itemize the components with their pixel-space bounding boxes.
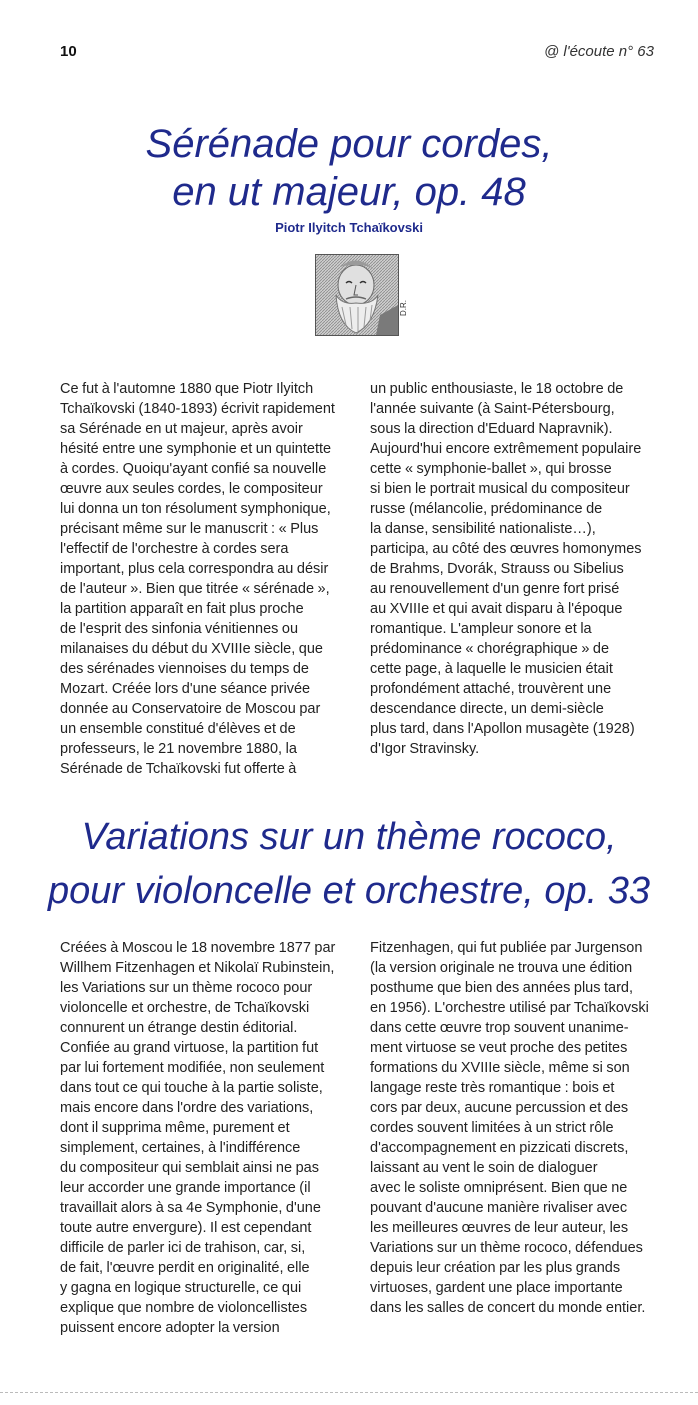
text-line: Aujourd'hui encore extrêmement populaire — [370, 441, 642, 457]
text-line: dont il supprima même, purement et — [60, 1120, 290, 1136]
text-line: donnée au Conservatoire de Moscou par — [60, 701, 321, 717]
text-line: avec le soliste omniprésent. Bien que ne — [370, 1180, 628, 1196]
text-line: en 1956). L'orchestre utilisé par Tchaïkovski — [370, 1000, 649, 1016]
text-line: la partition apparaît en fait plus proche — [60, 601, 304, 617]
text-line: sa Sérénade en ut majeur, après avoir — [60, 421, 303, 437]
text-line: ment virtuose se veut proche des petites — [370, 1040, 628, 1056]
text-line: les meilleures œuvres de leur auteur, les — [370, 1220, 629, 1236]
text-line: au XVIIIe et qui avait disparu à l'époque — [370, 601, 623, 617]
text-line: violoncelle et orchestre, de Tchaïkovski — [60, 1000, 310, 1016]
text-line: participa, au côté des œuvres homonymes — [370, 541, 642, 557]
section2-column-left — [60, 938, 350, 1338]
text-line: cette page, à laquelle le musicien était — [370, 661, 613, 677]
text-line: dans tout ce qui touche à la partie soliste, — [60, 1080, 323, 1096]
section1-column-left — [60, 379, 350, 779]
text-line: romantique. L'ampleur sonore et la — [370, 621, 592, 637]
text-line: Créées à Moscou le 18 novembre 1877 par — [60, 940, 336, 956]
text-line: mais encore dans l'ordre des variations, — [60, 1100, 314, 1116]
text-line: de Brahms, Dvorák, Strauss ou Sibelius — [370, 561, 624, 577]
text-line: pouvant d'aucune manière rivaliser avec — [370, 1200, 628, 1216]
section1-title-line2: en ut majeur, op. 48 — [172, 170, 526, 214]
photo-credit: D.R. — [399, 300, 408, 316]
text-line: puissent encore adopter la version — [60, 1320, 280, 1336]
text-line: russe (mélancolie, prédominance de — [370, 501, 603, 517]
section2-title — [0, 810, 698, 918]
text-line: Willhem Fitzenhagen et Nikolaï Rubinstein, — [60, 960, 335, 976]
section2-column-right — [370, 938, 660, 1318]
section1-title — [0, 120, 698, 216]
text-line: de fait, l'œuvre perdit en originalité, elle — [60, 1260, 310, 1276]
text-line: un public enthousiaste, le 18 octobre de — [370, 381, 624, 397]
text-line: un ensemble constitué d'élèves et de — [60, 721, 296, 737]
text-line: Variations sur un thème rococo, défendues — [370, 1240, 643, 1256]
text-line: de l'esprit des sinfonia vénitiennes ou — [60, 621, 299, 637]
text-line: difficile de parler ici de trahison, car, si, — [60, 1240, 306, 1256]
text-line: de l'auteur ». Bien que titrée « sérénade », — [60, 581, 330, 597]
section2-title-line2: pour violoncelle et orchestre, op. 33 — [47, 870, 651, 912]
text-line: œuvre aux seules cordes, le compositeur — [60, 481, 323, 497]
text-line: l'effectif de l'orchestre à cordes sera — [60, 541, 289, 557]
text-line: Sérénade de Tchaïkovski fut offerte à — [60, 761, 297, 777]
text-line: l'année suivante (à Saint-Pétersbourg, — [370, 401, 615, 417]
composer-portrait — [315, 254, 399, 336]
text-line: cette « symphonie-ballet », qui brosse — [370, 461, 612, 477]
text-line: langage reste très romantique : bois et — [370, 1080, 615, 1096]
text-line: cordes souvent limitées à un strict rôle — [370, 1120, 614, 1136]
text-line: du compositeur qui semblait ainsi ne pas — [60, 1160, 319, 1176]
text-line: profondément attaché, trouvèrent une — [370, 681, 612, 697]
text-line: formations du XVIIIe siècle, même si son — [370, 1060, 630, 1076]
section1-title-line1: Sérénade pour cordes, — [145, 122, 553, 166]
text-line: important, plus cela correspondra au désir — [60, 561, 329, 577]
page-bottom-edge — [0, 1392, 698, 1394]
text-line: Tchaïkovski (1840-1893) écrivit rapidement — [60, 401, 335, 417]
text-line: précisant même sur le manuscrit : « Plus — [60, 521, 319, 537]
text-line: la danse, sensibilité nationaliste…), — [370, 521, 596, 537]
text-line: (la version originale ne trouva une édition — [370, 960, 633, 976]
magazine-issue: @ l'écoute n° 63 — [544, 43, 654, 60]
text-line: lui donna un ton résolument symphonique, — [60, 501, 331, 517]
text-line: posthume que bien des années plus tard, — [370, 980, 634, 996]
text-line: dans les salles de concert du monde entier. — [370, 1300, 646, 1316]
text-line: travaillait alors à sa 4e Symphonie, d'une — [60, 1200, 321, 1216]
text-line: descendance directe, un demi-siècle — [370, 701, 604, 717]
text-line: des sérénades viennoises du temps de — [60, 661, 309, 677]
text-line: professeurs, le 21 novembre 1880, la — [60, 741, 297, 757]
text-line: hésité entre une symphonie et un quintette — [60, 441, 332, 457]
text-line: par lui fortement modifiée, non seulement — [60, 1060, 325, 1076]
text-line: Mozart. Créée lors d'une séance privée — [60, 681, 311, 697]
text-line: leur accorder une grande importance (il — [60, 1180, 311, 1196]
composer-name: Piotr Ilyitch Tchaïkovski — [275, 220, 423, 235]
section2-title-line1: Variations sur un thème rococo, — [81, 816, 617, 858]
text-line: Confiée au grand virtuose, la partition fut — [60, 1040, 319, 1056]
text-line: les Variations sur un thème rococo pour — [60, 980, 313, 996]
text-line: milanaises du début du XVIIIe siècle, que — [60, 641, 323, 657]
text-line: toute autre envergure). Il est cependant — [60, 1220, 312, 1236]
text-line: prédominance « chorégraphique » de — [370, 641, 610, 657]
text-line: simplement, certaines, à l'indifférence — [60, 1140, 301, 1156]
section1-column-right — [370, 379, 660, 759]
text-line: plus tard, dans l'Apollon musagète (1928) — [370, 721, 635, 737]
text-line: si bien le portrait musical du compositeur — [370, 481, 630, 497]
text-line: sous la direction d'Eduard Napravnik). — [370, 421, 613, 437]
text-line: d'accompagnement en pizzicati discrets, — [370, 1140, 629, 1156]
text-line: à cordes. Quoiqu'ayant confié sa nouvelle — [60, 461, 327, 477]
text-line: virtuoses, gardent une place importante — [370, 1280, 623, 1296]
text-line: cors par deux, aucune percussion et des — [370, 1100, 629, 1116]
text-line: y gagna en logique structurelle, ce qui — [60, 1280, 302, 1296]
text-line: explique que nombre de violoncellistes — [60, 1300, 308, 1316]
text-line: Fitzenhagen, qui fut publiée par Jurgenson — [370, 940, 643, 956]
text-line: d'Igor Stravinsky. — [370, 741, 480, 757]
text-line: depuis leur création par les plus grands — [370, 1260, 621, 1276]
text-line: au renouvellement d'un genre fort prisé — [370, 581, 620, 597]
text-line: connurent un étrange destin éditorial. — [60, 1020, 298, 1036]
text-line: dans cette œuvre trop souvent unanime- — [370, 1020, 629, 1036]
text-line: Ce fut à l'automne 1880 que Piotr Ilyitch — [60, 381, 314, 397]
page-number: 10 — [60, 43, 77, 60]
text-line: laissant au vent le soin de dialoguer — [370, 1160, 598, 1176]
